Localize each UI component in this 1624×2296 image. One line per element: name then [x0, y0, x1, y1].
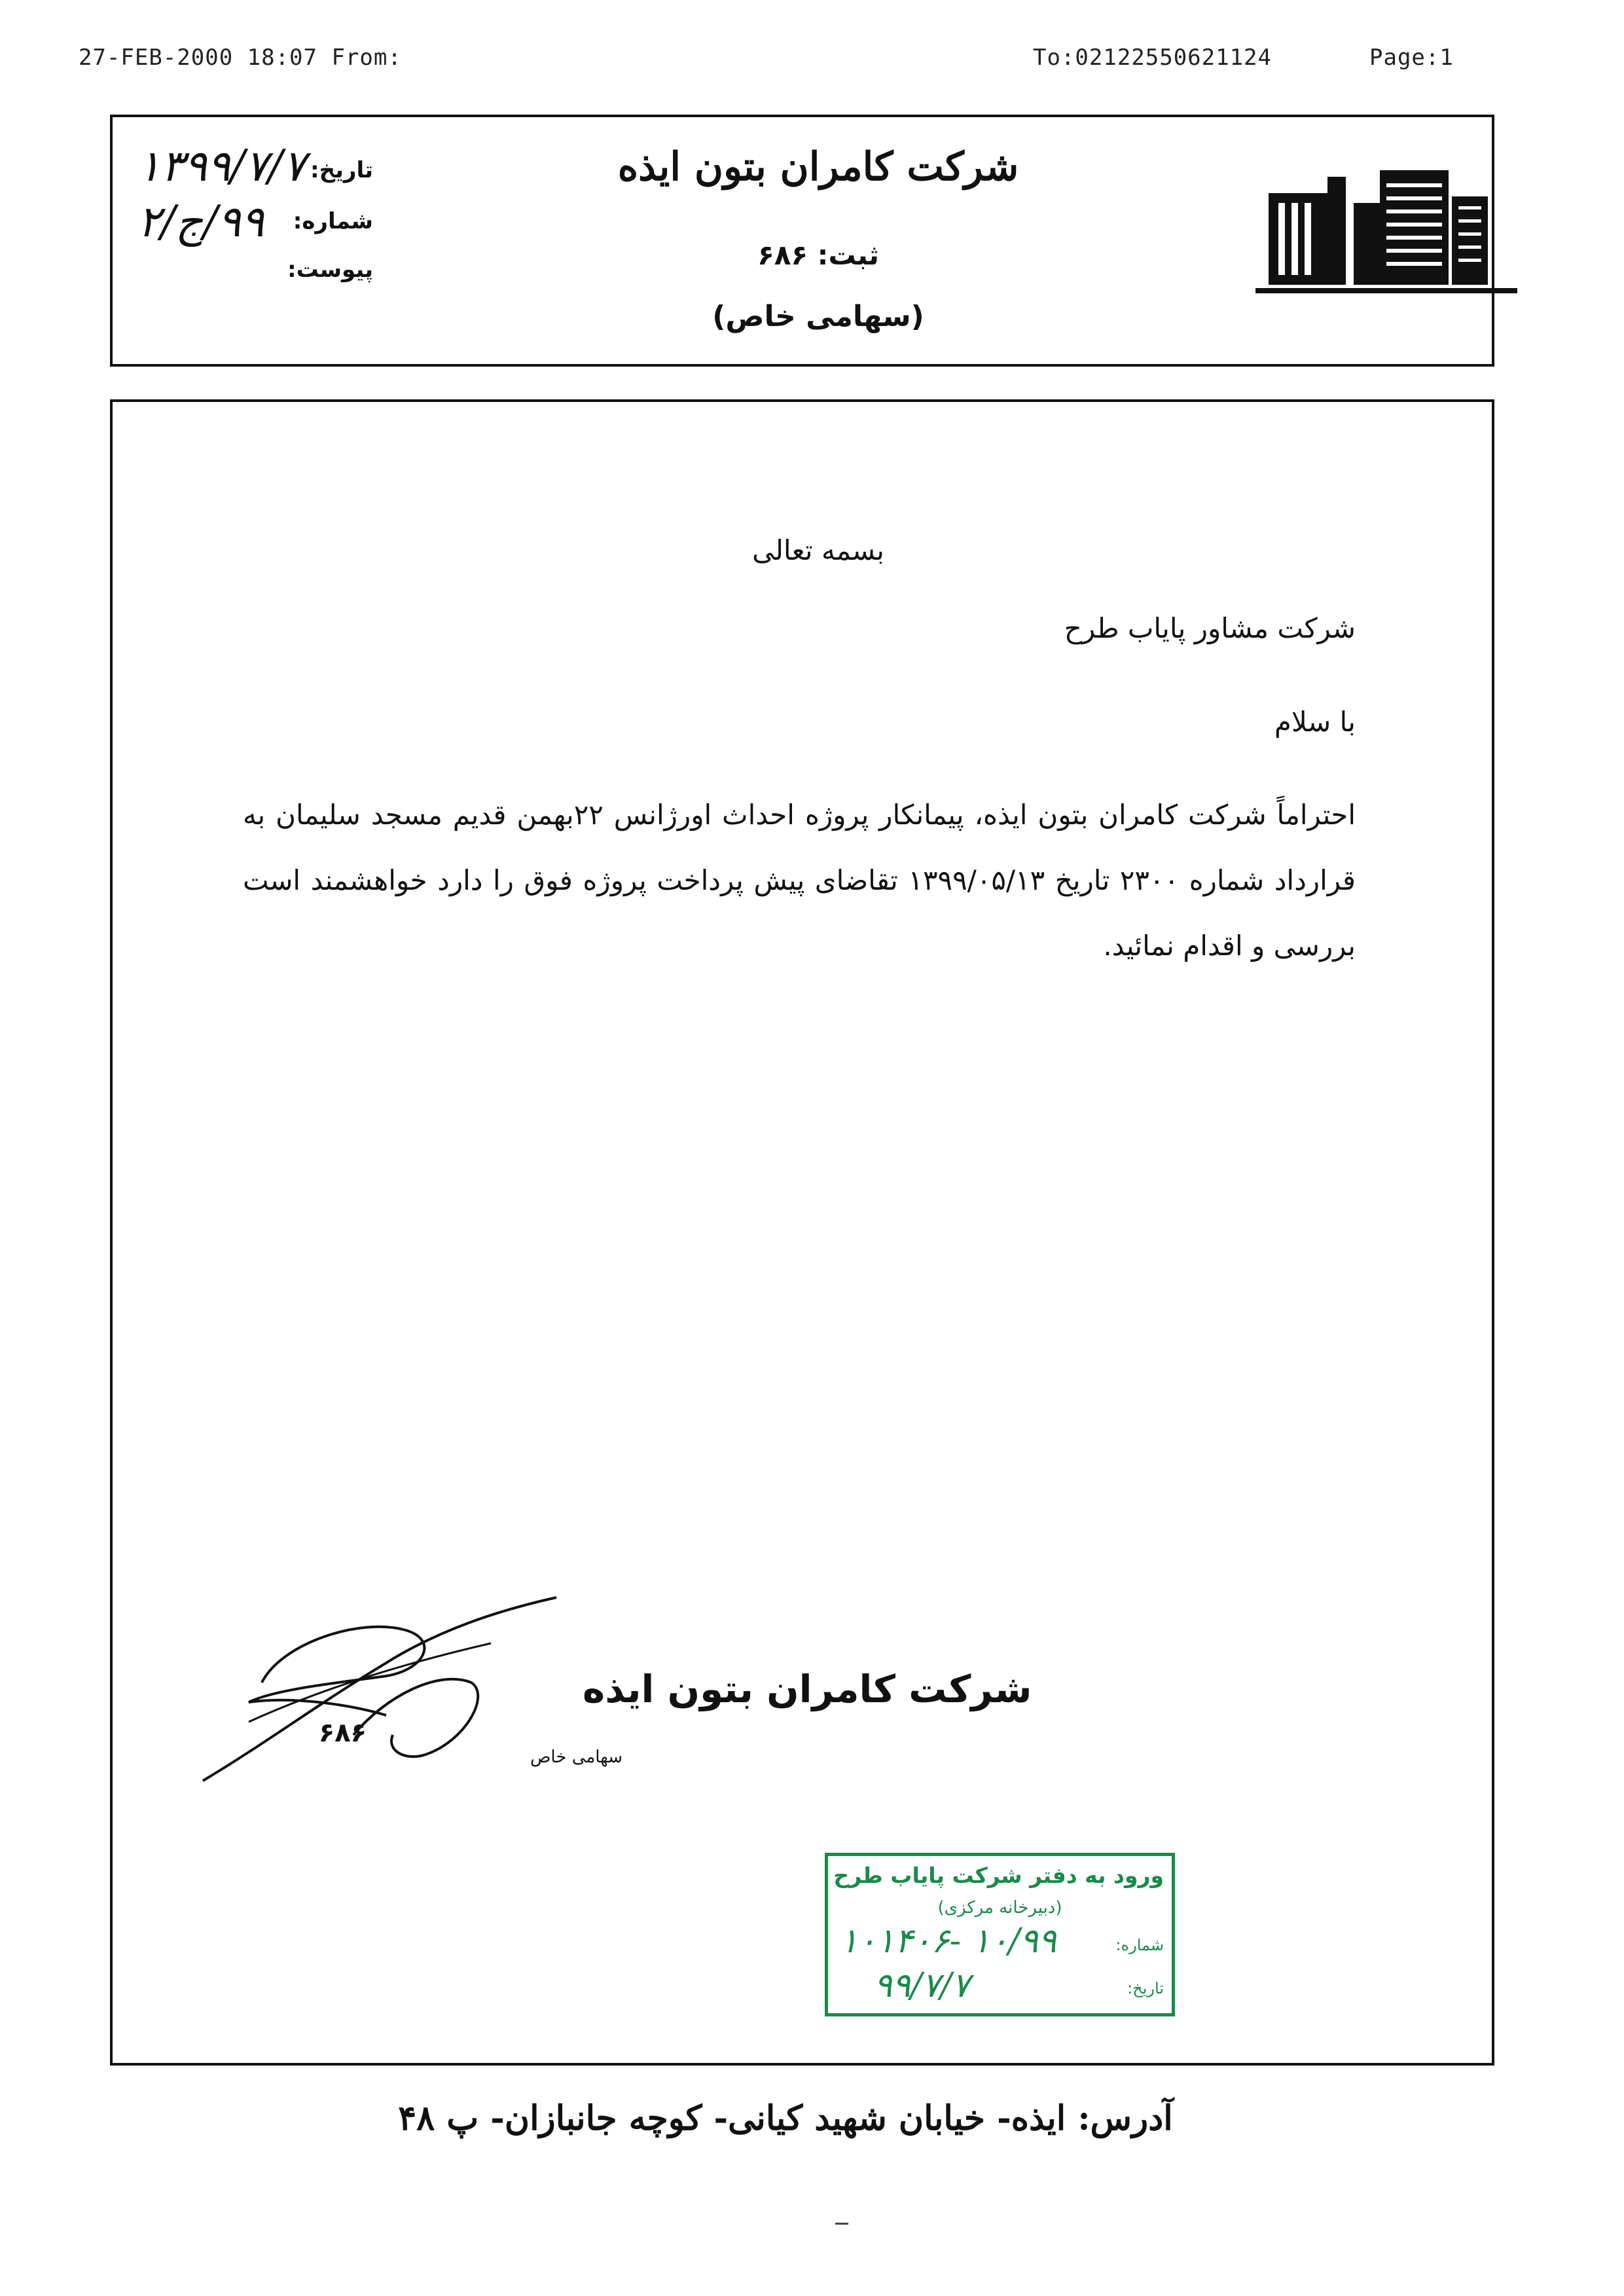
date-value: ۱۳۹۹/۷/۷ — [137, 141, 306, 191]
salutation: با سلام — [1274, 706, 1356, 738]
recipient: شرکت مشاور پایاب طرح — [1064, 612, 1356, 644]
signature-and-seal — [190, 1591, 1032, 1787]
stamp-number-value: ۱۰۱۴۰۶- ۱۰/۹۹ — [840, 1922, 1056, 1961]
stamp-date-value: ۹۹/۷/۷ — [874, 1966, 970, 2005]
date-label: تاریخ: — [310, 157, 373, 183]
stamp-subtitle: (دبیرخانه مرکزی) — [937, 1898, 1062, 1918]
fax-page-number: Page:1 — [1369, 45, 1454, 71]
letter-body: احتراماً شرکت کامران بتون ایذه، پیمانکار پروژه احداث اورژانس ۲۲بهمن قدیم مسجد سلیمان به قرارداد شماره ۲۳۰۰ تاریخ ۱۳۹۹/۰۵/۱۳ تقاضای پیش پرداخت پروژه فوق را دارد خواهشمند است بررسی و اقدام نمائید. — [243, 799, 1356, 962]
stamp-date-label: تاریخ: — [1127, 1979, 1164, 1997]
building-logo-icon — [1255, 164, 1517, 308]
footer-address: آدرس: ایذه- خیابان شهید کیانی- کوچه جانبازان- پ ۴۸ — [398, 2098, 1173, 2138]
fax-timestamp: 27-FEB-2000 18:07 From: — [79, 45, 402, 71]
attachment-label: پیوست: — [287, 257, 373, 283]
fax-recipient-number: To:02122550621124 — [1033, 45, 1272, 71]
receipt-stamp — [825, 1853, 1175, 2016]
letter-body-frame — [110, 399, 1494, 2066]
number-value: ۹۹/ج/۲ — [137, 196, 264, 247]
seal-type-text: سهامی خاص — [530, 1747, 623, 1767]
company-name: شرکت کامران بتون ایذه — [617, 144, 1019, 190]
number-label: شماره: — [293, 208, 373, 234]
stamp-number-label: شماره: — [1115, 1936, 1164, 1954]
company-type: (سهامی خاص) — [712, 300, 924, 333]
registration-number: ثبت: ۶۸۶ — [757, 239, 879, 271]
invocation: بسمه تعالی — [752, 534, 884, 566]
page-mark — [835, 2223, 848, 2225]
seal-reg-text: ۶۸۶ — [318, 1718, 367, 1748]
stamp-title: ورود به دفتر شرکت پایاب طرح — [833, 1863, 1164, 1888]
seal-company-text: شرکت کامران بتون ایذه — [583, 1667, 1032, 1711]
